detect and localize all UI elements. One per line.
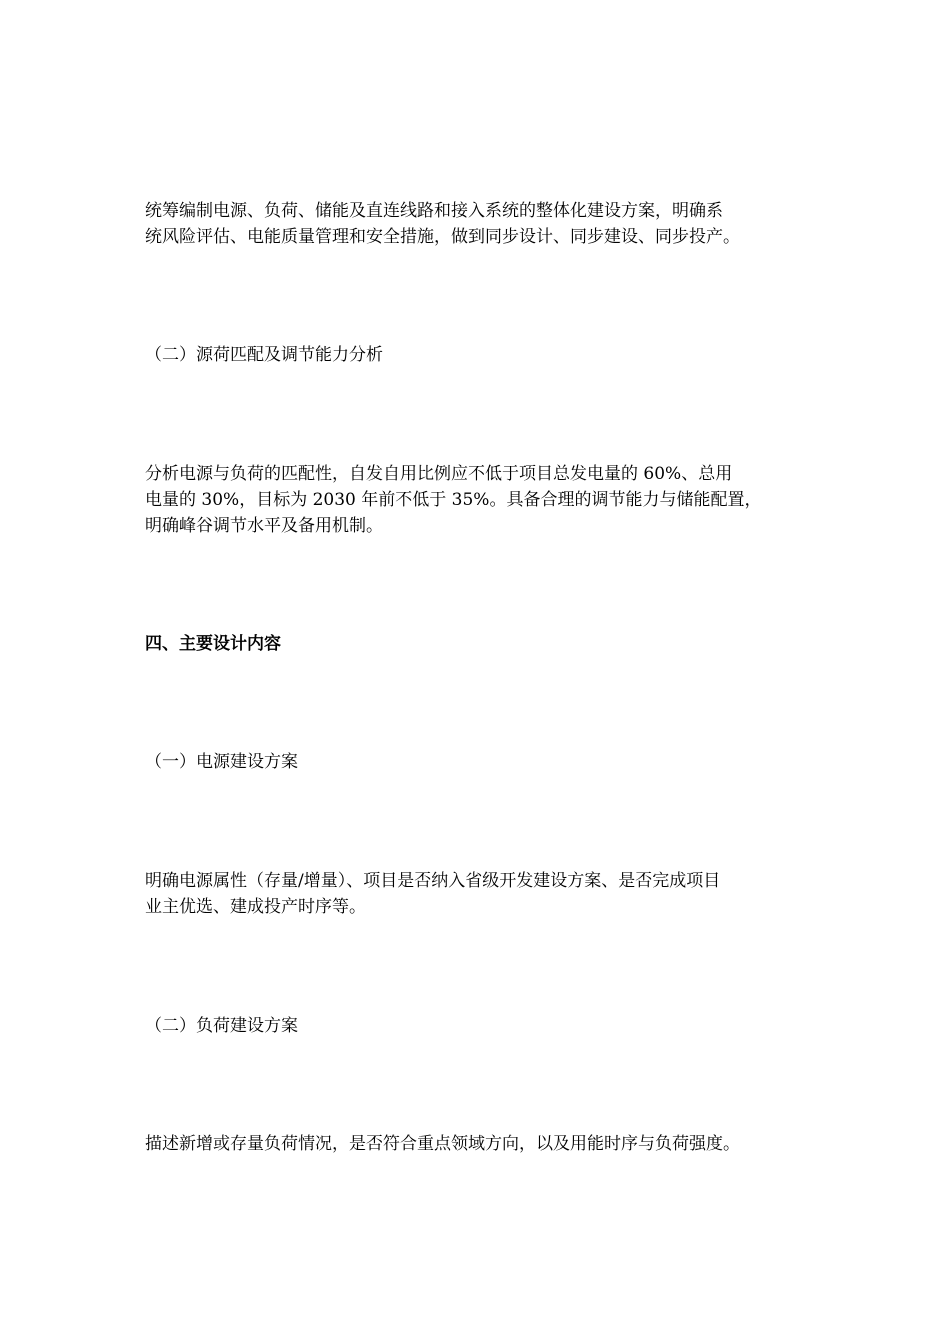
paragraph-integrated-plan xyxy=(145,198,825,250)
subheading-power-construction: （一）电源建设方案 xyxy=(145,752,298,772)
paragraph-line: 电量的 30%，目标为 2030 年前不低于 35%。具备合理的调节能力与储能配置， xyxy=(145,490,762,510)
paragraph-source-load-matching xyxy=(145,461,825,539)
paragraph-line: 明确电源属性（存量/增量）、项目是否纳入省级开发建设方案、是否完成项目 xyxy=(145,871,721,891)
paragraph-line: 业主优选、建成投产时序等。 xyxy=(145,897,366,917)
paragraph-power-construction xyxy=(145,868,825,920)
subheading-source-load-matching: （二）源荷匹配及调节能力分析 xyxy=(145,345,383,365)
paragraph-line: 明确峰谷调节水平及备用机制。 xyxy=(145,516,383,536)
section-heading-main-design: 四、主要设计内容 xyxy=(145,634,281,654)
paragraph-line: 统筹编制电源、负荷、储能及直连线路和接入系统的整体化建设方案，明确系 xyxy=(145,201,723,221)
subheading-load-construction: （二）负荷建设方案 xyxy=(145,1016,298,1036)
paragraph-load-construction xyxy=(145,1131,825,1157)
paragraph-line: 描述新增或存量负荷情况，是否符合重点领域方向，以及用能时序与负荷强度。 xyxy=(145,1134,740,1154)
paragraph-line: 分析电源与负荷的匹配性，自发自用比例应不低于项目总发电量的 60%、总用 xyxy=(145,464,733,484)
paragraph-line: 统风险评估、电能质量管理和安全措施，做到同步设计、同步建设、同步投产。 xyxy=(145,227,740,247)
